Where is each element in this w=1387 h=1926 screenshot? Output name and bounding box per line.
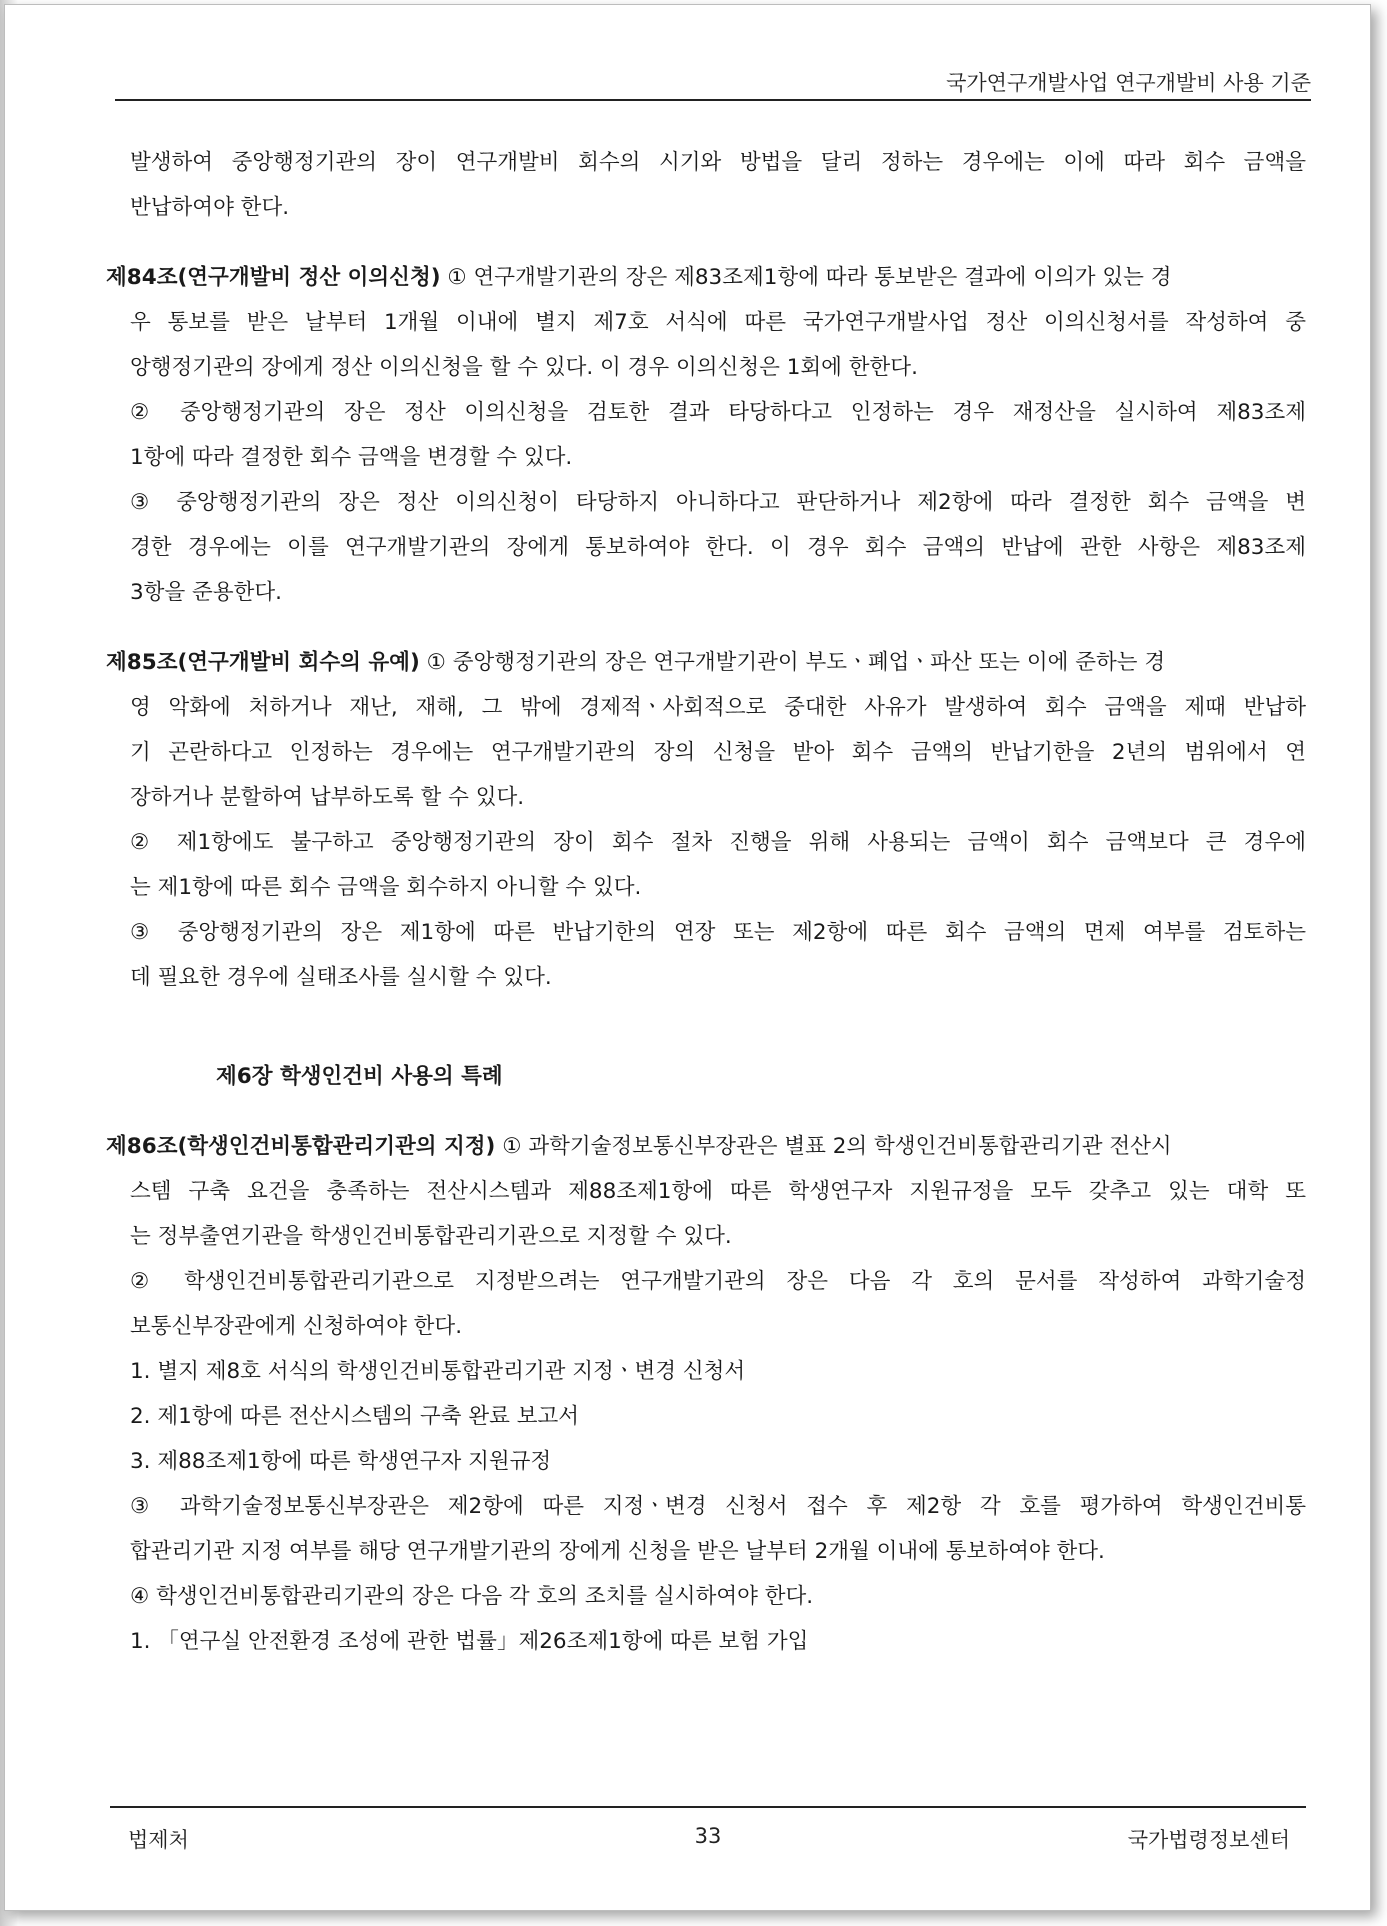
- list-item: 2. 제1항에 따른 전산시스템의 구축 완료 보고서: [130, 1404, 580, 1429]
- footer-source: 국가법령정보센터: [1127, 1828, 1290, 1852]
- text-line: 장하거나 분할하여 납부하도록 할 수 있다.: [130, 785, 525, 810]
- text-line: 영 악화에 처하거나 재난, 재해, 그 밖에 경제적ㆍ사회적으로 중대한 사유가 발생하여 회수 금액을 제때 반납하: [130, 695, 1306, 720]
- text-line: 는 정부출연기관을 학생인건비통합관리기관으로 지정할 수 있다.: [130, 1224, 732, 1249]
- chapter-title: 제6장 학생인건비 사용의 특례: [216, 1064, 503, 1089]
- text-line: 발생하여 중앙행정기관의 장이 연구개발비 회수의 시기와 방법을 달리 정하는 경우에는 이에 따라 회수 금액을: [130, 150, 1306, 175]
- page-number: 33: [694, 1824, 722, 1848]
- article-title: 제86조(학생인건비통합관리기관의 지정): [106, 1134, 496, 1159]
- text-line: 3항을 준용한다.: [130, 580, 282, 605]
- article-heading-line: [106, 255, 1306, 300]
- text-line: 기 곤란하다고 인정하는 경우에는 연구개발기관의 장의 신청을 받아 회수 금액의 반납기한을 2년의 범위에서 연: [130, 740, 1306, 765]
- text-line: ② 학생인건비통합관리기관으로 지정받으려는 연구개발기관의 장은 다음 각 호의 문서를 작성하여 과학기술정: [130, 1269, 1306, 1294]
- text-line: ② 제1항에도 불구하고 중앙행정기관의 장이 회수 절차 진행을 위해 사용되는 금액이 회수 금액보다 큰 경우에: [130, 830, 1306, 855]
- text-line: ② 중앙행정기관의 장은 정산 이의신청을 검토한 결과 타당하다고 인정하는 경우 재정산을 실시하여 제83조제: [130, 400, 1306, 425]
- text-line: ④ 학생인건비통합관리기관의 장은 다음 각 호의 조치를 실시하여야 한다.: [130, 1584, 814, 1609]
- text-line: 반납하여야 한다.: [130, 195, 290, 220]
- text-line: 경한 경우에는 이를 연구개발기관의 장에게 통보하여야 한다. 이 경우 회수 금액의 반납에 관한 사항은 제83조제: [130, 535, 1306, 560]
- footer-publisher: 법제처: [128, 1828, 189, 1852]
- article-heading-line: [106, 640, 1306, 685]
- list-item: 1. 별지 제8호 서식의 학생인건비통합관리기관 지정ㆍ변경 신청서: [130, 1359, 746, 1384]
- text-line: ③ 과학기술정보통신부장관은 제2항에 따른 지정ㆍ변경 신청서 접수 후 제2항 각 호를 평가하여 학생인건비통: [130, 1494, 1306, 1519]
- text-line: 보통신부장관에게 신청하여야 한다.: [130, 1314, 463, 1339]
- list-item: 1. 「연구실 안전환경 조성에 관한 법률」제26조제1항에 따른 보험 가입: [130, 1629, 809, 1654]
- article-86: [106, 1124, 1306, 1169]
- text-line: 1항에 따라 결정한 회수 금액을 변경할 수 있다.: [130, 445, 573, 470]
- text-line: 데 필요한 경우에 실태조사를 실시할 수 있다.: [130, 965, 552, 990]
- article-85: [106, 640, 1306, 685]
- text-line: 우 통보를 받은 날부터 1개월 이내에 별지 제7호 서식에 따른 국가연구개발사업 정산 이의신청서를 작성하여 중: [130, 310, 1306, 335]
- text-line: 는 제1항에 따른 회수 금액을 회수하지 아니할 수 있다.: [130, 875, 642, 900]
- article-84: [106, 255, 1306, 300]
- article-heading-line: [106, 1124, 1306, 1169]
- document-body: [106, 140, 1306, 1664]
- text-span: ① 과학기술정보통신부장관은 별표 2의 학생인건비통합관리기관 전산시: [495, 1134, 1172, 1159]
- page-footer: [110, 1806, 1306, 1852]
- page-header: [115, 63, 1311, 101]
- text-line: 합관리기관 지정 여부를 해당 연구개발기관의 장에게 신청을 받은 날부터 2개월 이내에 통보하여야 한다.: [130, 1539, 1105, 1564]
- text-line: ③ 중앙행정기관의 장은 제1항에 따른 반납기한의 연장 또는 제2항에 따른 회수 금액의 면제 여부를 검토하는: [130, 920, 1306, 945]
- text-line: 앙행정기관의 장에게 정산 이의신청을 할 수 있다. 이 경우 이의신청은 1회에 한한다.: [130, 355, 918, 380]
- text-line: ③ 중앙행정기관의 장은 정산 이의신청이 타당하지 아니하다고 판단하거나 제2항에 따라 결정한 회수 금액을 변: [130, 490, 1306, 515]
- list-item: 3. 제88조제1항에 따른 학생연구자 지원규정: [130, 1449, 552, 1474]
- article-title: 제85조(연구개발비 회수의 유예): [106, 650, 420, 675]
- text-line: 스템 구축 요건을 충족하는 전산시스템과 제88조제1항에 따른 학생연구자 지원규정을 모두 갖추고 있는 대학 또: [130, 1179, 1306, 1204]
- header-title: 국가연구개발사업 연구개발비 사용 기준: [946, 71, 1311, 95]
- text-span: ① 중앙행정기관의 장은 연구개발기관이 부도ㆍ폐업ㆍ파산 또는 이에 준하는 경: [419, 650, 1166, 675]
- text-span: ① 연구개발기관의 장은 제83조제1항에 따라 통보받은 결과에 이의가 있는 경: [440, 265, 1172, 290]
- article-title: 제84조(연구개발비 정산 이의신청): [106, 265, 441, 290]
